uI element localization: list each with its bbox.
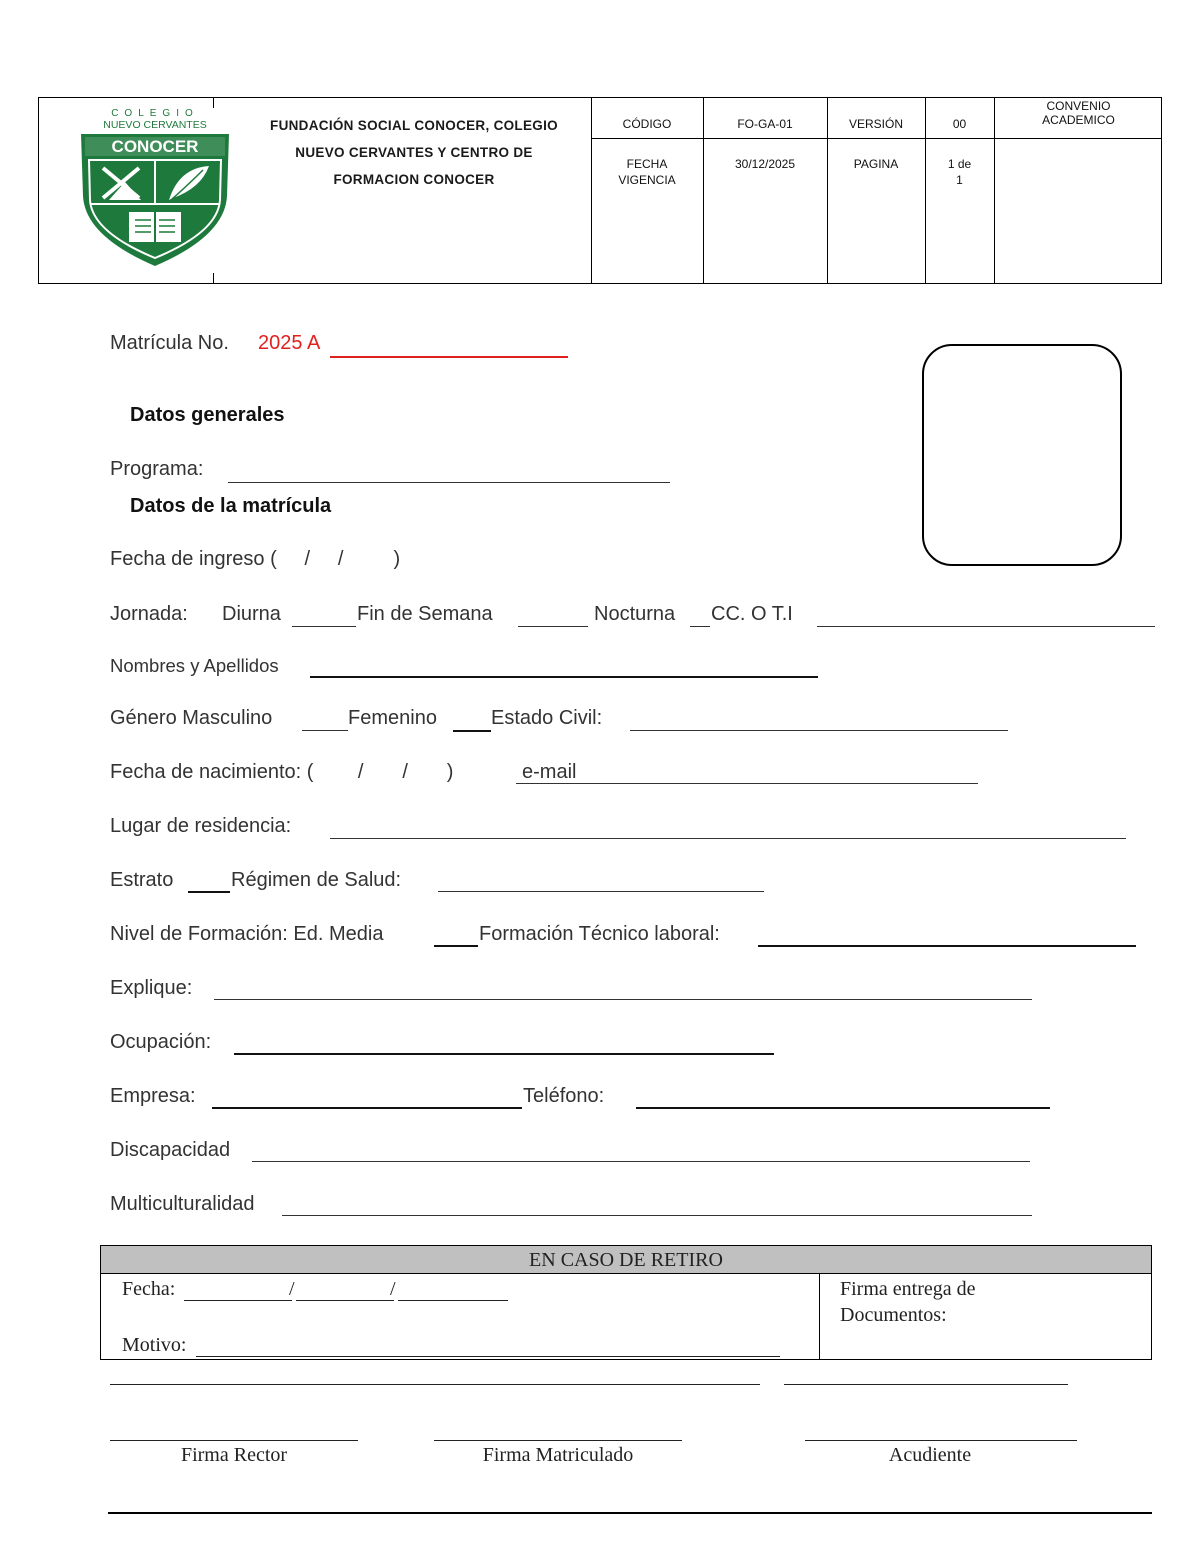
- matricula-value: 2025 A: [258, 332, 321, 354]
- institution-name: [229, 112, 599, 193]
- pagina-line: 1: [956, 173, 963, 187]
- fecha-label-line: VIGENCIA: [618, 173, 676, 187]
- retiro-section: [100, 1245, 1152, 1360]
- formacion-tecnico-field[interactable]: [758, 945, 1136, 947]
- institution-line: FORMACION CONOCER: [333, 172, 495, 187]
- email-label: e-mail: [522, 761, 577, 783]
- document-header: [38, 97, 1162, 284]
- date-slash: /: [289, 1278, 295, 1300]
- jornada-label: Jornada:: [110, 603, 188, 625]
- codigo-value: FO-GA-01: [737, 117, 793, 131]
- telefono-field[interactable]: [636, 1107, 1050, 1109]
- estado-civil-field[interactable]: [630, 730, 1008, 731]
- discapacidad-label: Discapacidad: [110, 1139, 231, 1161]
- estado-civil-label: Estado Civil:: [491, 707, 603, 729]
- multiculturalidad-field[interactable]: [282, 1215, 1032, 1216]
- convenio-label: [994, 99, 1163, 127]
- fecha-vigencia-value: 30/12/2025: [734, 157, 796, 171]
- institution-line: FUNDACIÓN SOCIAL CONOCER, COLEGIO: [270, 118, 558, 133]
- convenio-line: CONVENIO: [1046, 99, 1111, 113]
- header-row-divider: [591, 138, 1161, 139]
- explique-label: Explique:: [110, 977, 193, 999]
- matricula-label: Matrícula No.: [110, 332, 229, 354]
- formacion-tecnico-label: Formación Técnico laboral:: [479, 923, 720, 945]
- firma-entrega-label: Firma entrega de: [840, 1278, 976, 1300]
- firma-rector-line[interactable]: [110, 1440, 358, 1441]
- nocturna-label: Nocturna: [594, 603, 676, 625]
- regimen-label: Régimen de Salud:: [231, 869, 402, 891]
- nombres-label: Nombres y Apellidos: [110, 655, 279, 676]
- section-datos-matricula: Datos de la matrícula: [130, 495, 332, 517]
- firma-entrega-line[interactable]: [784, 1384, 1068, 1385]
- nocturna-field[interactable]: [690, 626, 710, 627]
- retiro-title: EN CASO DE RETIRO: [101, 1246, 1151, 1274]
- retiro-fecha-month[interactable]: [296, 1300, 394, 1301]
- version-label: VERSIÓN: [848, 117, 903, 131]
- section-datos-generales: Datos generales: [130, 404, 285, 426]
- fecha-vigencia-label: [591, 156, 703, 188]
- estrato-field[interactable]: [188, 891, 230, 893]
- programa-field[interactable]: [228, 482, 670, 483]
- diurna-label: Diurna: [222, 603, 281, 625]
- nivel-formacion-label: Nivel de Formación: Ed. Media: [110, 923, 384, 945]
- header-tick: [213, 273, 214, 283]
- ed-media-field[interactable]: [434, 945, 478, 947]
- genero-label: Género Masculino: [110, 707, 273, 729]
- discapacidad-field[interactable]: [252, 1161, 1030, 1162]
- multiculturalidad-label: Multiculturalidad: [110, 1193, 255, 1215]
- fecha-ingreso-field[interactable]: Fecha de ingreso ( / / ): [110, 548, 401, 570]
- institution-line: NUEVO CERVANTES Y CENTRO DE: [295, 145, 533, 160]
- programa-label: Programa:: [110, 458, 204, 480]
- firma-rector-label: Firma Rector: [180, 1444, 288, 1466]
- nombres-field[interactable]: [310, 676, 818, 678]
- acudiente-label: Acudiente: [888, 1444, 972, 1466]
- lugar-residencia-label: Lugar de residencia:: [110, 815, 292, 837]
- femenino-label: Femenino: [348, 707, 437, 729]
- matricula-number-field[interactable]: [330, 356, 568, 358]
- blank-line[interactable]: [110, 1384, 760, 1385]
- retiro-motivo-label: Motivo:: [122, 1334, 187, 1356]
- cc-ti-field[interactable]: [817, 626, 1155, 627]
- fin-semana-field[interactable]: [518, 626, 588, 627]
- cc-ti-label: CC. O T.I: [711, 603, 793, 625]
- fecha-nacimiento-field[interactable]: Fecha de nacimiento: ( / / ): [110, 761, 454, 783]
- school-crest-logo: [75, 104, 235, 272]
- pagina-value: [925, 156, 994, 188]
- firma-matriculado-label: Firma Matriculado: [482, 1444, 634, 1466]
- retiro-divider: [819, 1273, 820, 1359]
- empresa-label: Empresa:: [110, 1085, 196, 1107]
- firma-matriculado-line[interactable]: [434, 1440, 682, 1441]
- date-slash: /: [390, 1278, 396, 1300]
- regimen-field[interactable]: [438, 891, 764, 892]
- retiro-fecha-label: Fecha:: [122, 1278, 176, 1300]
- explique-field[interactable]: [214, 999, 1032, 1000]
- femenino-field[interactable]: [453, 730, 491, 732]
- logo-banner-text: CONOCER: [111, 137, 199, 156]
- retiro-fecha-year[interactable]: [398, 1300, 508, 1301]
- diurna-field[interactable]: [292, 626, 356, 627]
- pagina-label: PAGINA: [853, 157, 899, 171]
- fin-semana-label: Fin de Semana: [357, 603, 493, 625]
- pagina-line: 1 de: [947, 157, 972, 171]
- retiro-motivo-field[interactable]: [196, 1356, 780, 1357]
- retiro-fecha-day[interactable]: [184, 1300, 292, 1301]
- footer-rule: [108, 1512, 1152, 1514]
- fecha-label-line: FECHA: [626, 157, 668, 171]
- empresa-field[interactable]: [212, 1107, 522, 1109]
- photo-box[interactable]: [922, 344, 1122, 566]
- firma-acudiente-line[interactable]: [805, 1440, 1077, 1441]
- lugar-residencia-field[interactable]: [330, 838, 1126, 839]
- estrato-label: Estrato: [110, 869, 174, 891]
- convenio-line: ACADEMICO: [1042, 113, 1115, 127]
- version-value: 00: [952, 117, 967, 131]
- logo-top-text: COLEGIO: [111, 108, 199, 119]
- codigo-label: CÓDIGO: [622, 117, 672, 131]
- ocupacion-field[interactable]: [234, 1053, 774, 1055]
- logo-arc-text: NUEVO CERVANTES: [103, 119, 207, 131]
- masculino-field[interactable]: [302, 730, 348, 731]
- ocupacion-label: Ocupación:: [110, 1031, 212, 1053]
- firma-entrega-label: Documentos:: [840, 1304, 947, 1326]
- telefono-label: Teléfono:: [523, 1085, 605, 1107]
- email-field[interactable]: [516, 783, 978, 784]
